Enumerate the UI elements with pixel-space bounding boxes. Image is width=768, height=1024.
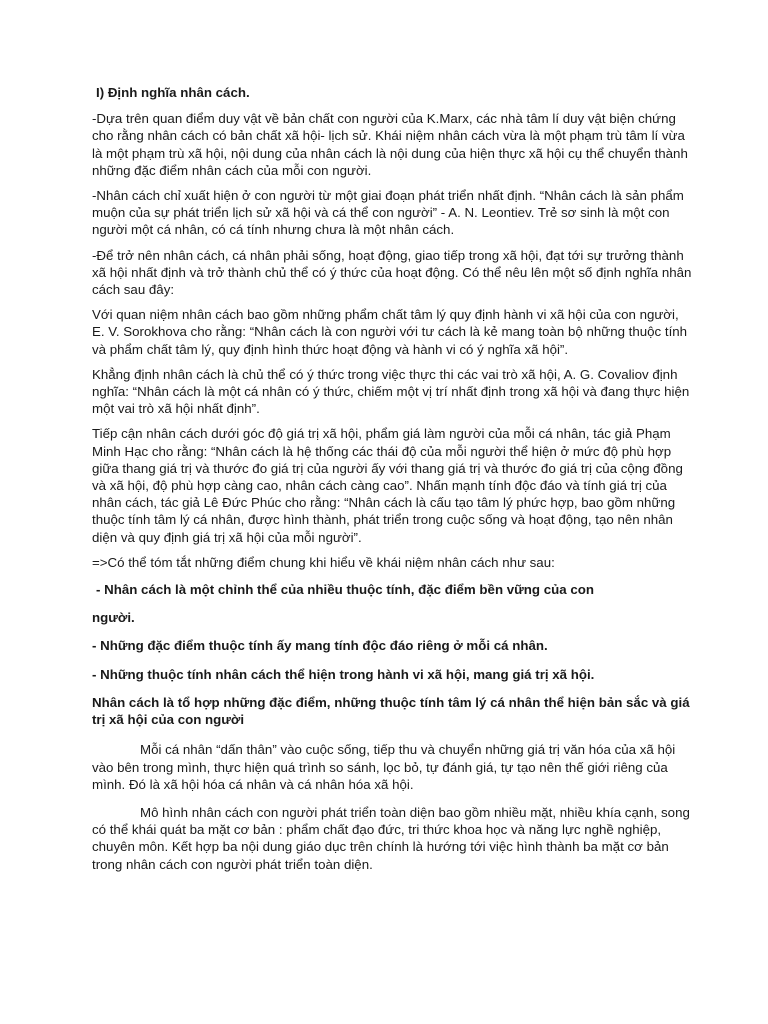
document-page [92,84,692,881]
bullet-line-2: - Những đặc điểm thuộc tính ấy mang tính độc đáo riêng ở mỗi cá nhân. [92,638,548,654]
paragraph-sorokhova: Với quan niệm nhân cách bao gồm những phẩm chất tâm lý quy định hành vi xã hội của con người, E. V. Sorokhova cho rằng: “Nhân cách là con người với tư cách là kẻ mang toàn bộ những thuộc tính và phẩm chất tâm lý, quy định hình thức hoạt động và hành vi có ý nghĩa xã hội”. [92,307,688,357]
paragraph-individual: Mỗi cá nhân “dấn thân” vào cuộc sống, tiếp thu và chuyển những giá trị văn hóa của xã hội vào bên trong mình, thực hiện quá trình so sánh, lọc bỏ, tự đánh giá, tự tạo nên thế giới riêng của mình. Đó là xã hội hóa cá nhân và cá nhân hóa xã hội. [92,742,676,792]
paragraph-leontiev: -Nhân cách chỉ xuất hiện ở con người từ một giai đoạn phát triển nhất định. “Nhân cách là sản phẩm muộn của sự phát triển lịch sử xã hội và cá thể con người” - A. N. Leontiev. Trẻ sơ sinh là một con người một cá nhân, có cá tính nhưng chưa là một nhân cách. [92,188,684,238]
paragraph-pham-minh-hac: Tiếp cận nhân cách dưới góc độ giá trị xã hội, phẩm giá làm người của mỗi cá nhân, tác giả Phạm Minh Hạc cho rằng: “Nhân cách là hệ thống các thái độ của mỗi người thể hiện ở mức độ phù hợp giữa thang giá trị và thước đo giá trị của người ấy với thang giá trị và thước đo giá trị của cộng đồng và xã hội, độ phù hợp càng cao, nhân cách càng cao”. Nhấn mạnh tính độc đáo và tính giá trị của nhân cách, tác giả Lê Đức Phúc cho rằng: “Nhân cách là cấu tạo tâm lý phức hợp, bao gồm những thuộc tính tâm lý cá nhân, được hình thành, phát triển trong cuộc sống và hoạt động, tạo nên nhân diện và quy định giá trị xã hội của mỗi người”. [92,426,683,545]
bullet-line-3: - Những thuộc tính nhân cách thể hiện trong hành vi xã hội, mang giá trị xã hội. [92,666,595,682]
paragraph-becoming-personality: -Để trở nên nhân cách, cá nhân phải sống, hoạt động, giao tiếp trong xã hội, đạt tới sự trưởng thành xã hội nhất định và trở thành chủ thể có ý thức của hoạt động. Có thể nêu lên một số định nghĩa nhân cách sau đây: [92,247,692,298]
paragraph-model: Mô hình nhân cách con người phát triển toàn diện bao gồm nhiều mặt, nhiều khía cạnh, song có thể khái quát ba mặt cơ bản : phẩm chất đạo đức, tri thức khoa học và năng lực nghề nghiệp, chuyên môn. Kết hợp ba nội dung giáo dục trên chính là hướng tới việc hình thành ba mặt cơ bản trong nhân cách con người phát triển toàn diện. [92,804,690,872]
paragraph-marx: -Dựa trên quan điểm duy vật về bản chất con người của K.Marx, các nhà tâm lí duy vật biện chứng cho rằng nhân cách có bản chất xã hội- lịch sử. Khái niệm nhân cách vừa là một phạm trù tâm lí vừa là một phạm trù xã hội, nội dung của nhân cách là nội dung của hiện thực xã hội cụ thể chuyển thành những đặc điểm nhân cách của mỗi con người. [92,111,688,178]
section-heading: I) Định nghĩa nhân cách. [96,85,250,100]
paragraph-summary-intro: =>Có thể tóm tắt những điểm chung khi hiểu về khái niệm nhân cách như sau: [92,554,555,570]
summary-definition: Nhân cách là tổ hợp những đặc điểm, những thuộc tính tâm lý cá nhân thể hiện bản sắc và giá trị xã hội của con người [92,694,690,728]
paragraph-covaliov: Khẳng định nhân cách là chủ thể có ý thức trong việc thực thi các vai trò xã hội, A. G. Covaliov định nghĩa: “Nhân cách là một cá nhân có ý thức, chiếm một vị trí nhất định trong xã hội và đang thực hiện một vai trò xã hội nhất định”. [92,366,690,417]
bullet-line-1: - Nhân cách là một chỉnh thể của nhiều thuộc tính, đặc điểm bền vững của con [96,582,594,598]
bullet-line-1-cont: người. [92,610,135,626]
